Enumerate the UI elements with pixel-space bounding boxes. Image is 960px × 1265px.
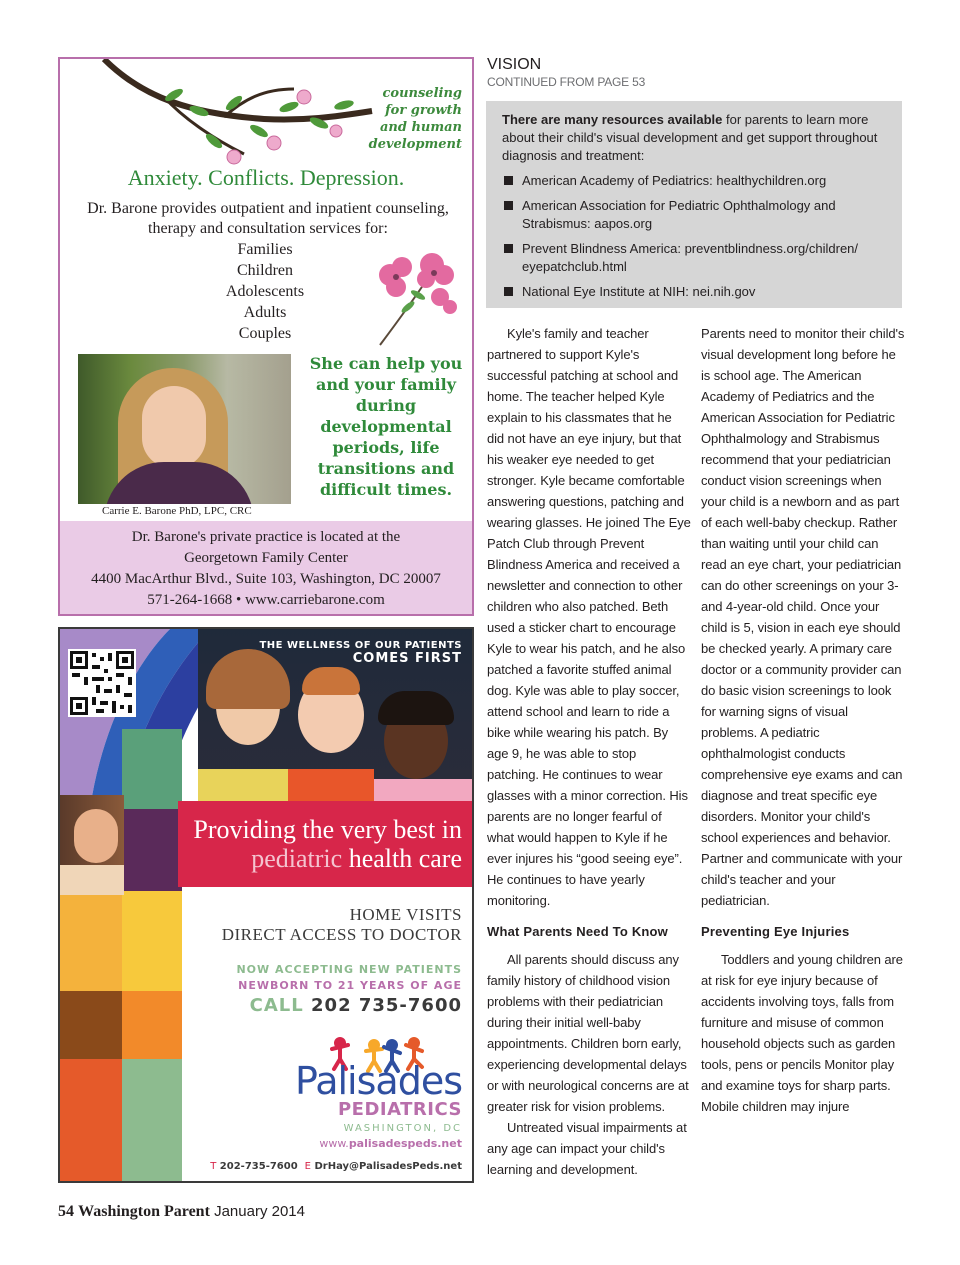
pediatrics-ad bbox=[58, 627, 474, 1183]
service-item: Couples bbox=[238, 325, 292, 342]
site-domain: palisadespeds.net bbox=[348, 1137, 462, 1150]
page-number: 54 bbox=[58, 1203, 74, 1220]
paragraph: Kyle's family and teacher partnered to support Kyle's successful patching at school and home. The teacher helped Kyle explain to his classmates that he did not have an eye injury, but that his weaker eye needed to get stronger. Kyle became comfortable answering questions, patching and wearing glasses. He joined The Eye Patch Club through Prevent Blindness America and received a newsletter and connection to other children who also patched. Beth used a sticker chart to encourage Kyle to wear his patch, and he also patched a favorite stuffed animal dog. Kyle was able to play soccer, attend school and learn to ride a bike while wearing his patch. By age 9, he was able to stop patching. He continues to wear glasses with a minor correction. His parents are no longer fearful of what would happen to Kyle if he ever injures his “good seeing eye”. He continues to have yearly monitoring. bbox=[487, 326, 691, 908]
logo-line: for growth bbox=[385, 103, 462, 118]
slogan-banner bbox=[178, 801, 472, 887]
paragraph: Parents need to monitor their child's visual development long before he is school age. The American Academy of Pediatrics and the American Association for Pediatric Ophthalmology and Strabismus recommend that your pediatrician conduct vision screenings when your child is a newborn and as part of each well-baby checkup. Rather than waiting until your child can read an eye chart, your pediatrician can do other screenings on your 3- and 4-year-old child. Once your child is 5, vision in each eye should be checked yearly. A primary care doctor or a community provider can do basic vision screenings to look for warning signs of visual problems. A pediatric ophthalmologist conducts comprehensive eye exams and can diagnose and treat specific eye disorders. Monitor your child's school experiences and behavior. Partner and communicate with your child's teacher and your pediatrician. bbox=[701, 326, 905, 908]
paragraph: All parents should discuss any family history of childhood vision problems with their pediatrician during their initial well-baby appointments. Children born early, experiencing developmental delays or with neurological concerns are at greater risk for vision problems. bbox=[487, 952, 689, 1114]
resource-item: American Academy of Pediatrics: healthychildren.org bbox=[502, 172, 888, 190]
issue-date: January 2014 bbox=[214, 1203, 305, 1220]
call-phone: 202 735-7600 bbox=[311, 995, 462, 1016]
resources-lead-bold: There are many resources available bbox=[502, 112, 723, 127]
service-item: Children bbox=[237, 262, 293, 279]
contact-info bbox=[210, 1161, 462, 1172]
resources-list bbox=[502, 172, 888, 301]
ad-intro: Dr. Barone provides outpatient and inpatient counseling, therapy and consultation services for: bbox=[87, 200, 449, 237]
photo-caption: Carrie E. Barone PhD, LPC, CRC bbox=[102, 505, 252, 517]
wellness-tagline bbox=[259, 639, 462, 665]
ad-headline: Anxiety. Conflicts. Depression. bbox=[127, 165, 405, 190]
tagline-emphasis: COMES FIRST bbox=[352, 651, 462, 666]
age-range-line: NEWBORN TO 21 YEARS OF AGE bbox=[238, 979, 462, 992]
call-label: CALL bbox=[249, 995, 304, 1016]
location-line: Georgetown Family Center bbox=[184, 550, 348, 566]
email-address[interactable]: DrHay@PalisadesPeds.net bbox=[314, 1161, 462, 1172]
service-item: Adolescents bbox=[225, 283, 305, 300]
call-number bbox=[250, 995, 462, 1016]
article-column-1 bbox=[487, 323, 691, 1180]
slogan-line bbox=[178, 844, 462, 873]
article-column-2 bbox=[701, 323, 905, 1117]
new-patients-notice bbox=[236, 962, 462, 994]
contact-line: 571-264-1668 • www.carriebarone.com bbox=[147, 592, 385, 608]
location-line: Dr. Barone's private practice is located at the bbox=[131, 529, 401, 545]
location-line: 4400 MacArthur Blvd., Suite 103, Washington, DC 20007 bbox=[91, 571, 441, 587]
resource-item: American Association for Pediatric Ophthalmology and Strabismus: aapos.org bbox=[502, 197, 888, 233]
resources-lead bbox=[502, 111, 888, 165]
slogan-line: Providing the very best in bbox=[193, 815, 462, 844]
phone-key: T bbox=[210, 1161, 217, 1172]
qr-code-icon bbox=[68, 649, 136, 717]
accepting-line: NOW ACCEPTING NEW PATIENTS bbox=[236, 963, 462, 976]
page-footer bbox=[58, 1203, 305, 1221]
children-photo bbox=[198, 629, 472, 817]
resources-lead-rest: for parents to learn more about their child's visual development and get support throughout diagnosis and treatment: bbox=[502, 112, 878, 163]
service-item: DIRECT ACCESS TO DOCTOR bbox=[221, 925, 462, 944]
tagline-line: THE WELLNESS OF OUR PATIENTS bbox=[259, 640, 462, 651]
logo-line: and human development bbox=[368, 120, 462, 152]
service-item: Families bbox=[237, 241, 293, 258]
magazine-name: Washington Parent bbox=[78, 1203, 210, 1220]
subheading: Preventing Eye Injuries bbox=[701, 924, 850, 939]
email-key: E bbox=[304, 1161, 311, 1172]
resources-box bbox=[486, 101, 902, 308]
teen-photo bbox=[60, 795, 124, 895]
practice-location bbox=[60, 521, 472, 616]
continued-note: CONTINUED FROM PAGE 53 bbox=[487, 75, 646, 89]
dogwood-flower-icon bbox=[360, 245, 460, 349]
slogan-highlight: pediatric bbox=[251, 844, 343, 873]
slogan-rest: health care bbox=[342, 844, 462, 873]
website-link[interactable] bbox=[319, 1137, 462, 1150]
phone-number: 202-735-7600 bbox=[219, 1161, 298, 1172]
service-item: Adults bbox=[243, 304, 287, 321]
resource-item: National Eye Institute at NIH: nei.nih.gov bbox=[502, 283, 888, 301]
brand-logo: Palisades bbox=[295, 1059, 462, 1103]
services-list bbox=[160, 239, 370, 344]
ad-tagline: She can help you and your family during developmental periods, life transitions and difficult times. bbox=[309, 354, 463, 499]
services-list bbox=[222, 905, 462, 945]
counseling-logo bbox=[312, 85, 462, 153]
paragraph: Toddlers and young children are at risk for eye injury because of accidents involving toys, falls from furniture and misuse of common household objects such as garden tools, pens or pencils Monitor play and examine toys for sharp parts. Mobile children may injure bbox=[701, 952, 903, 1114]
subheading: What Parents Need To Know bbox=[487, 924, 668, 939]
brand-city: WASHINGTON, DC bbox=[343, 1123, 462, 1134]
paragraph: Untreated visual impairments at any age can impact your child's learning and development. bbox=[487, 1120, 687, 1177]
resource-item: Prevent Blindness America: preventblindness.org/children/ eyepatchclub.html bbox=[502, 240, 888, 276]
therapist-photo bbox=[78, 354, 291, 504]
site-prefix: www. bbox=[319, 1137, 349, 1150]
section-title: VISION bbox=[487, 56, 542, 73]
service-item: HOME VISITS bbox=[349, 905, 462, 924]
logo-line: counseling bbox=[382, 86, 462, 101]
counseling-ad bbox=[58, 57, 474, 616]
brand-subtitle: PEDIATRICS bbox=[337, 1099, 462, 1120]
